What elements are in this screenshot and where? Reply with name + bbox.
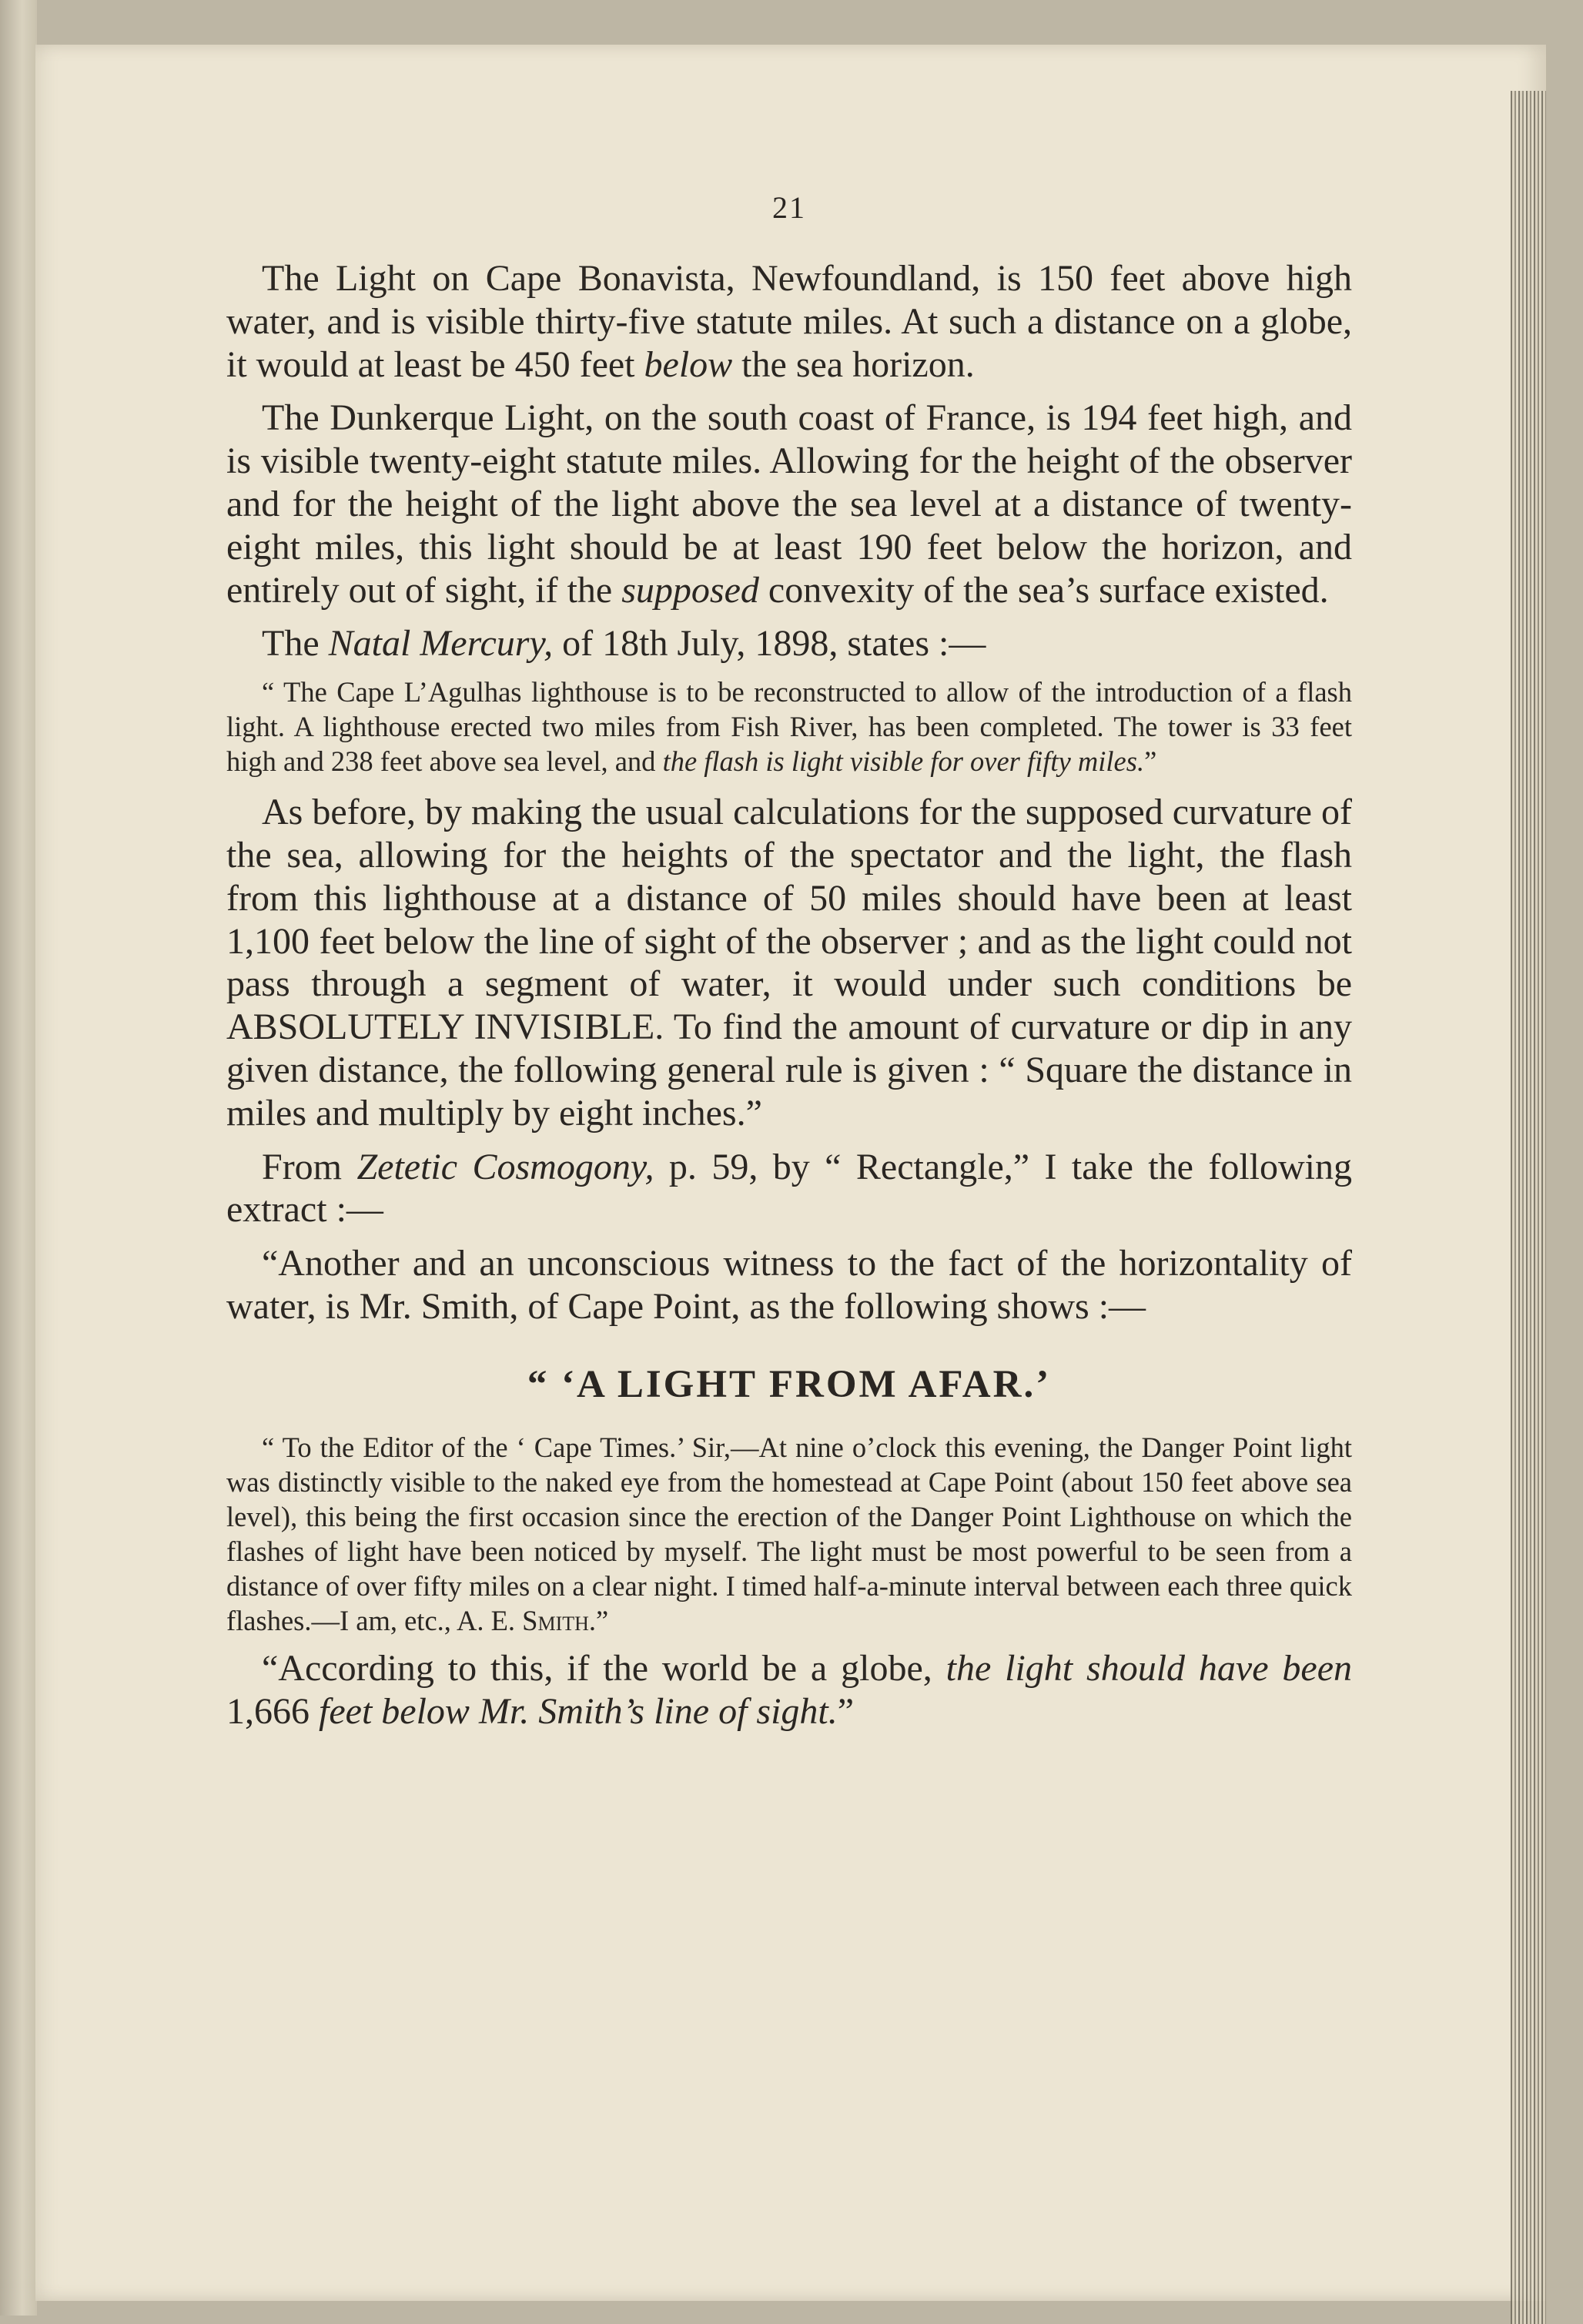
paragraph-dunkerque-light: The Dunkerque Light, on the south coast of France, is 194 feet high, and is visible twenty-eight statute miles. Allowing for the height of the observer and for the height of the light above the sea level at a distance of twenty-eight miles, this light should be at least 190 feet below the horizon, and entirely out of sight, if the supposed convexity of the sea’s surface existed. <box>226 397 1352 611</box>
paragraph-conclusion: “According to this, if the world be a globe, the light should have been 1,666 feet below Mr. Smith’s line of sight.” <box>226 1647 1352 1732</box>
quote-cape-times-letter: “ To the Editor of the ‘ Cape Times.’ Sir,—At nine o’clock this evening, the Danger Point light was distinctly visible to the naked eye from the homestead at Cape Point (about 150 feet above sea level), this being the first occasion since the erection of the Danger Point Lighthouse on which the flashes of light have been noticed by myself. The light must be most powerful to be seen from a distance of over fifty miles on a clear night. I timed half-a-minute interval between each three quick flashes.—I am, etc., A. E. Smith.” <box>226 1431 1352 1636</box>
quote-agulhas-lighthouse: “ The Cape L’Agulhas lighthouse is to be reconstructed to allow of the introduction of a flash light. A lighthouse erected two miles from Fish River, has been completed. The tower is 33 feet high and 238 feet above sea level, and the flash is light visible for over fifty miles.” <box>226 676 1352 778</box>
paragraph-mr-smith-witness: “Another and an unconscious witness to the fact of the horizontality of water, is Mr. Smith, of Cape Point, as the following shows :— <box>226 1243 1352 1327</box>
paragraph-curvature-calculation: As before, by making the usual calculations for the supposed curvature of the sea, allowing for the heights of the spectator and the light, the flash from this lighthouse at a distance of 50 miles should have been at least 1,100 feet below the line of sight of the observer ; and as the light could not pass through a segment of water, it would under such conditions be ABSOLUTELY INVISIBLE. To find the amount of curvature or dip in any given distance, the following general rule is given : “ Square the distance in miles and multiply by eight inches.” <box>226 792 1352 1134</box>
paragraph-cape-bonavista: The Light on Cape Bonavista, Newfoundland, is 150 feet above high water, and is visible thirty-five statute miles. At such a distance on a globe, it would at least be 450 feet below the sea horizon. <box>226 258 1352 385</box>
body-text <box>226 257 1352 1733</box>
paragraph-zetetic-cosmogony: From Zetetic Cosmogony, p. 59, by “ Rectangle,” I take the following extract :— <box>226 1146 1353 1231</box>
book-spine-shadow <box>0 0 37 2316</box>
page-number: 21 <box>772 190 806 225</box>
page-stack-edge <box>1511 91 1546 2324</box>
section-heading: “ ‘A LIGHT FROM AFAR.’ <box>527 1362 1052 1406</box>
paragraph-natal-mercury: The Natal Mercury, of 18th July, 1898, states :— <box>262 623 986 665</box>
